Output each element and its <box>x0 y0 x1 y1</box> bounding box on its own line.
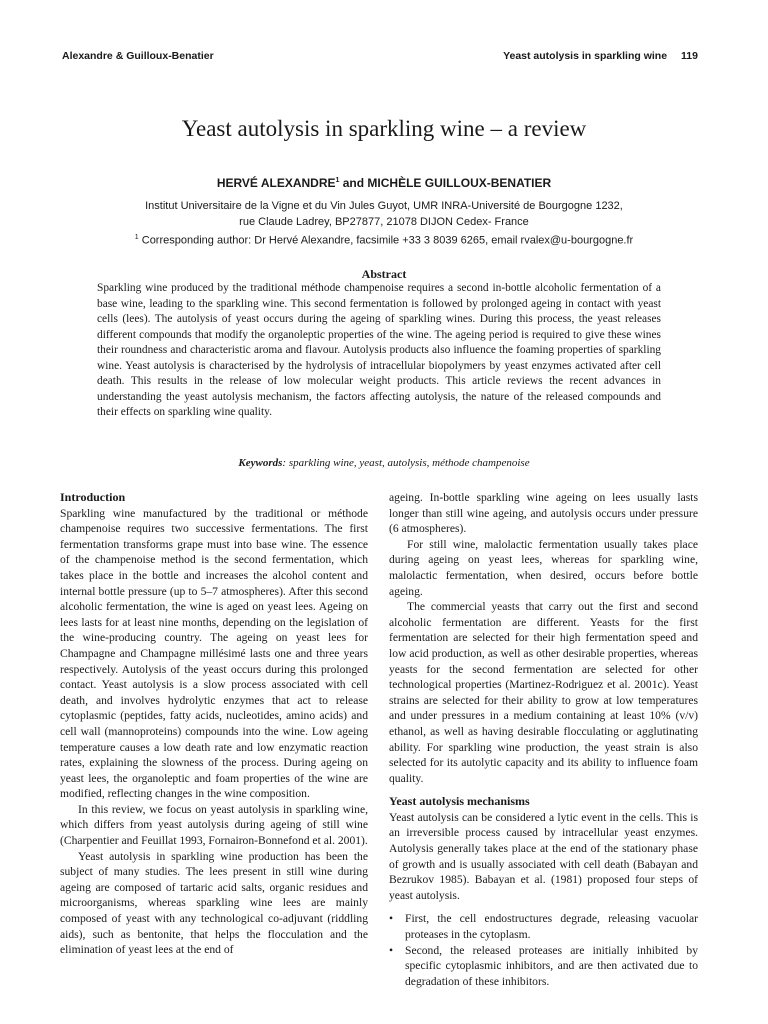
intro-paragraph-1: Sparkling wine manufactured by the traditional or méthode champenoise requires two successive fermentations. The first fermentation transforms grape must into base wine. The essence of the champenoise method is the second fermentation, which takes place in the bottle and increases the alcohol content and internal bottle pressure (up to 5–7 atmospheres). After this second alcoholic fermentation, the wine is aged on yeast lees. Ageing on lees lasts for at least nine months, depending on the legislation of the wine-producing country. The ageing on yeast lees for Champagne and Champagne millésimé lasts one and three years respectively. Autolysis of the yeast occurs during this prolonged contact. Yeast autolysis is a slow process associated with cell death, and involves hydrolytic enzymes that act to release cytoplasmic (peptides, fatty acids, nucleotides, amino acids) and cell wall (mannoproteins) compounds into the wine. Low ageing temperature causes a low death rate and low enzymatic reaction rates, explaining the slowness of the process. During ageing on yeast lees, the organoleptic and foam properties of the wine are modified, reflecting changes in the wine composition. <box>60 506 368 801</box>
running-header-right <box>503 50 698 62</box>
mechanisms-bullet-list <box>389 911 698 989</box>
author-list <box>0 176 768 190</box>
right-column <box>389 490 698 989</box>
keywords-label: Keywords <box>238 457 283 469</box>
intro-paragraph-3: Yeast autolysis in sparkling wine production has been the subject of many studies. The lees present in still wine during ageing are composed of tartaric acid salts, organic residues and microorganisms, whereas sparkling wine lees are mainly composed of yeast with any technological co-adjuvant (riddling aids), such as bentonite, that helps the flocculation and the elimination of yeast lees at the end of <box>60 849 368 957</box>
article-title: Yeast autolysis in sparkling wine – a review <box>181 116 587 141</box>
corresponding-author <box>0 234 768 247</box>
intro-paragraph-6: The commercial yeasts that carry out the first and second alcoholic fermentation are different. Yeasts for the first fermentation are selected for their high fermentation speed and low acid production, as well as other desirable properties, whereas yeasts for the second fermentation are selected for other technological properties (Martinez-Rodriguez et al. 2001c). Yeast strains are selected for their ability to grow at low temperatures and under pressures in a medium containing at least 10% (v/v) ethanol, as well as having desirable flocculating or agglutinating ability. For sparkling wine production, the yeast strain is also selected for its autolytic capacity and its ability to influence foam quality. <box>389 600 698 785</box>
intro-paragraph-4: ageing. In-bottle sparkling wine ageing on lees usually lasts longer than still wine ageing, and autolysis occurs under pressure (6 atmospheres). <box>389 491 698 536</box>
intro-paragraph-2: In this review, we focus on yeast autolysis in sparkling wine, which differs from yeast autolysis during ageing of still wine (Charpentier and Feuillat 1993, Fornairon-Bonnefond et al. 2001). <box>60 802 368 848</box>
introduction-heading: Introduction <box>60 490 126 504</box>
list-item: • Second, the released proteases are initially inhibited by specific cytoplasmic inhibitors, and are then activated due to degradation of these inhibitors. <box>389 943 698 990</box>
mechanisms-heading: Yeast autolysis mechanisms <box>389 794 530 809</box>
corresponding-superscript: 1 <box>134 234 139 241</box>
affiliation <box>0 198 768 230</box>
affiliation-line-1: Institut Universitaire de la Vigne et du Vin Jules Guyot, UMR INRA-Université de Bourgogne 1232, <box>145 200 623 212</box>
abstract-heading: Abstract <box>361 267 407 281</box>
author-superscript: 1 <box>335 177 340 184</box>
keywords <box>0 457 768 469</box>
running-header-authors: Alexandre & Guilloux-Benatier <box>62 50 214 62</box>
keywords-text: : sparkling wine, yeast, autolysis, méthode champenoise <box>282 457 530 469</box>
page-number: 119 <box>681 50 698 62</box>
author-first: HERVÉ ALEXANDRE <box>216 176 336 190</box>
abstract-text: Sparkling wine produced by the traditional méthode champenoise requires a second in-bottle alcoholic fermentation of a base wine, leading to the sparkling wine. This second fermentation is followed by prolonged ageing in contact with yeast cells (lees). The autolysis of yeast occurs during the ageing of sparkling wines. During this process, the yeast releases different compounds that modify the organoleptic properties of the wine. The ageing period is required to give these wines their roundness and characteristic aroma and flavour. Autolysis products also influence the foaming properties of sparkling wine. Yeast autolysis is characterised by the hydrolysis of intracellular biopolymers by yeast enzymes activated after cell death. This results in the release of low molecular weight products. This article reviews the recent advances in understanding the yeast autolysis mechanism, the factors affecting autolysis, the nature of the released compounds and their effects on sparkling wine quality. <box>97 282 661 418</box>
mechanisms-paragraph-1: Yeast autolysis can be considered a lytic event in the cells. This is an irreversible process caused by intracellular yeast enzymes. Autolysis generally takes place at the end of the stationary phase of growth and is usually associated with cell death (Babayan and Bezrukov 1985). Babayan et al. (1981) proposed four steps of yeast autolysis. <box>389 810 698 902</box>
list-item: • First, the cell endostructures degrade, releasing vacuolar proteases in the cytoplasm. <box>389 911 698 942</box>
author-rest: and MICHÈLE GUILLOUX-BENATIER <box>339 176 552 190</box>
corresponding-text: Corresponding author: Dr Hervé Alexandre, facsimile +33 3 8039 6265, email rvalex@u-bourgogne.fr <box>138 234 634 247</box>
intro-paragraph-5: For still wine, malolactic fermentation usually takes place during ageing on yeast lees, whereas for sparkling wine, malolactic fermentation, when desired, occurs before bottle ageing. <box>389 537 698 598</box>
running-header-title: Yeast autolysis in sparkling wine <box>503 50 668 62</box>
left-column <box>60 490 368 958</box>
affiliation-line-2: rue Claude Ladrey, BP27877, 21078 DIJON Cedex- France <box>239 216 529 228</box>
